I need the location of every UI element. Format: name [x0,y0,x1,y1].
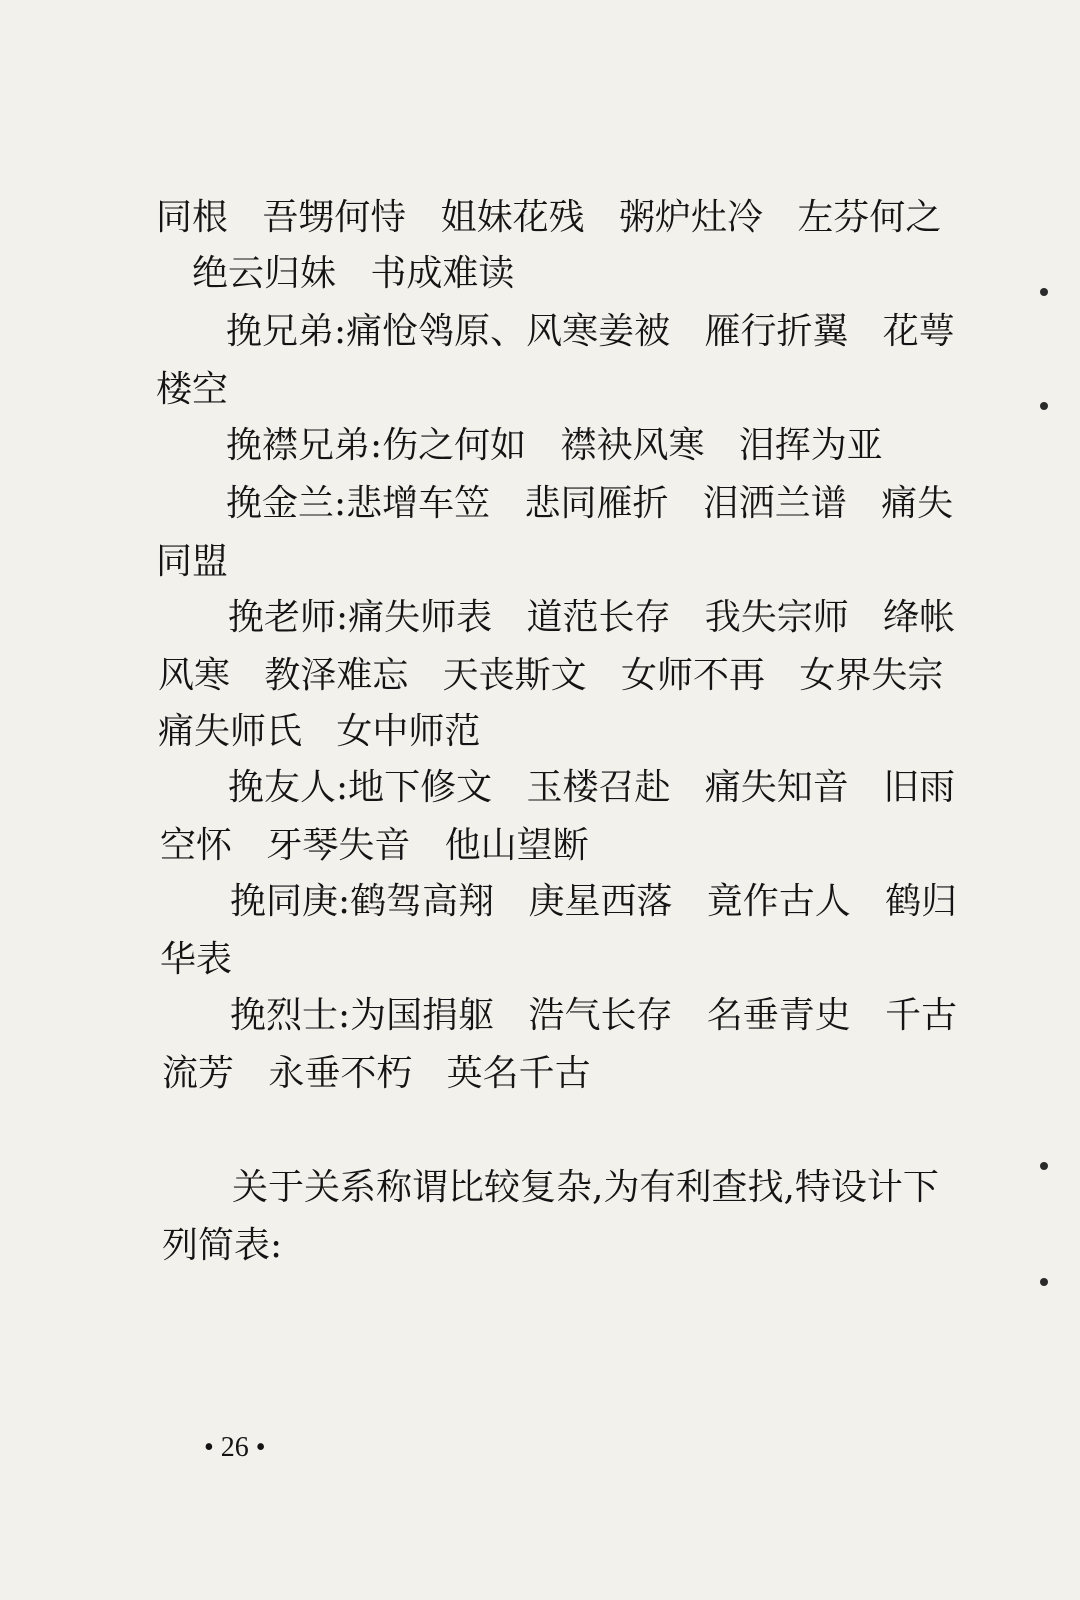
text-line-1: 同根 吾甥何恃 姐妹花残 粥炉灶冷 左芬何之 [156,197,942,238]
text-line-5: 挽襟兄弟:伤之何如 襟袂风寒 泪挥为亚 [226,425,883,466]
text-line-15: 挽烈士:为国捐躯 浩气长存 名垂青史 千古 [230,995,958,1036]
page-number: • 26 • [204,1432,266,1463]
scan-speck-mark [1040,1162,1048,1170]
text-line-13: 挽同庚:鹤驾高翔 庚星西落 竟作古人 鹤归 [230,881,958,922]
scan-speck-mark [1040,402,1048,410]
text-line-4: 楼空 [156,369,229,410]
text-line-2: 绝云归妹 书成难读 [192,253,515,294]
text-line-16: 流芳 永垂不朽 英名千古 [162,1053,591,1094]
scan-speck-mark [1040,288,1048,296]
text-line-10: 痛失师氏 女中师范 [158,711,481,752]
text-line-3: 挽兄弟:痛怆鸰原、风寒姜被 雁行折翼 花萼 [226,311,955,352]
scan-speck-mark [1040,1278,1048,1286]
text-line-14: 华表 [160,939,233,980]
text-line-12: 空怀 牙琴失音 他山望断 [160,825,589,866]
text-line-9: 风寒 教泽难忘 天丧斯文 女师不再 女界失宗 [158,655,944,696]
text-line-7: 同盟 [156,541,229,582]
text-line-8: 挽老师:痛失师表 道范长存 我失宗师 绛帐 [228,597,956,638]
text-line-18: 列简表: [162,1225,283,1266]
text-line-11: 挽友人:地下修文 玉楼召赴 痛失知音 旧雨 [228,767,956,808]
text-line-17: 关于关系称谓比较复杂,为有利查找,特设计下 [232,1167,939,1208]
text-line-6: 挽金兰:悲增车笠 悲同雁折 泪洒兰谱 痛失 [226,483,954,524]
